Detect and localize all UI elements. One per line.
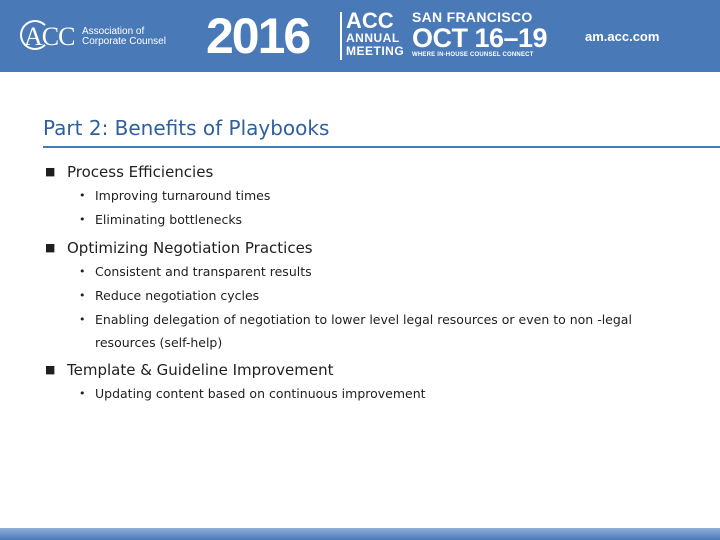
dot-bullet-icon: • — [79, 213, 86, 226]
section-heading-text: Optimizing Negotiation Practices — [67, 239, 313, 257]
acc-logo — [18, 18, 166, 54]
event-tagline: WHERE IN-HOUSE COUNSEL CONNECT — [412, 52, 534, 58]
list-item-text: Improving turnaround times — [95, 188, 271, 203]
list-item — [79, 382, 693, 406]
section-items — [43, 260, 693, 354]
list-item-text: Consistent and transparent results — [95, 264, 312, 279]
slide-title: Part 2: Benefits of Playbooks — [43, 116, 330, 140]
event-city: SAN FRANCISCO — [412, 9, 533, 25]
square-bullet-icon: ■ — [45, 241, 56, 254]
section-heading — [43, 358, 693, 382]
title-divider — [43, 146, 720, 148]
section-heading — [43, 160, 693, 184]
event-year: 2016 — [206, 8, 310, 64]
dot-bullet-icon: • — [79, 313, 86, 326]
list-item — [79, 208, 693, 232]
event-divider — [340, 12, 342, 60]
list-item-text: Reduce negotiation cycles — [95, 288, 260, 303]
section-heading-text: Process Efficiencies — [67, 163, 214, 181]
event-annual-label: ANNUAL — [346, 31, 400, 45]
acc-logo-letters: ACC — [24, 22, 75, 51]
section-heading — [43, 236, 693, 260]
square-bullet-icon: ■ — [45, 165, 56, 178]
dot-bullet-icon: • — [79, 289, 86, 302]
list-item — [79, 184, 693, 208]
organization-name-line1: Association of — [82, 26, 145, 37]
header-banner — [0, 0, 720, 72]
event-name — [346, 10, 404, 58]
dot-bullet-icon: • — [79, 265, 86, 278]
event-acc-label: ACC — [346, 8, 394, 33]
section-heading-text: Template & Guideline Improvement — [67, 361, 334, 379]
slide-content — [43, 160, 693, 410]
dot-bullet-icon: • — [79, 189, 86, 202]
list-item — [79, 308, 685, 354]
list-item — [79, 284, 693, 308]
organization-name-line2: Corporate Counsel — [82, 36, 166, 47]
bottom-stripe — [0, 528, 720, 540]
list-item-text: Eliminating bottlenecks — [95, 212, 243, 227]
event-dates: OCT 16–19 — [412, 23, 548, 53]
event-meeting-label: MEETING — [346, 44, 405, 58]
dot-bullet-icon: • — [79, 387, 86, 400]
event-url-link[interactable]: am.acc.com — [585, 29, 660, 44]
list-item — [79, 260, 693, 284]
organization-name — [82, 27, 172, 47]
list-item-text: Updating content based on continuous improvement — [95, 386, 426, 401]
square-bullet-icon: ■ — [45, 363, 56, 376]
section-items — [43, 184, 693, 232]
section-items — [43, 382, 693, 406]
list-item-text: Enabling delegation of negotiation to lower level legal resources or even to non -legal resources (self-help) — [95, 312, 632, 350]
acc-logo-mark-icon — [18, 18, 80, 54]
